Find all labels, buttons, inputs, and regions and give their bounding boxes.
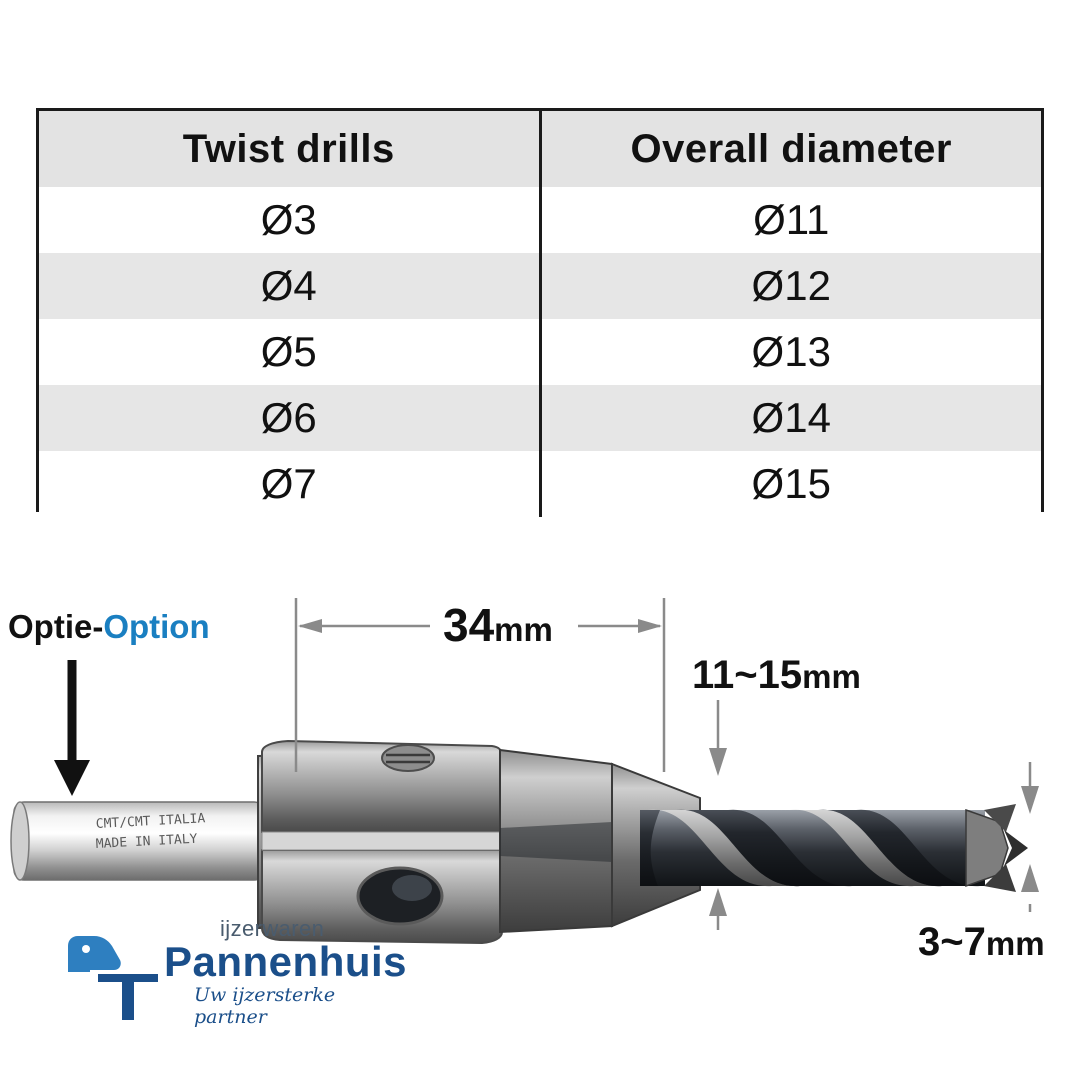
table-row xyxy=(39,187,1041,253)
cell-twist-drill: Ø6 xyxy=(39,385,540,451)
table-row xyxy=(39,385,1041,451)
cell-overall-diameter: Ø15 xyxy=(751,460,831,507)
twist-drill-body xyxy=(640,804,1028,892)
pannenhuis-house-icon xyxy=(56,916,166,1020)
dimension-length-unit: mm xyxy=(494,611,553,648)
table-row xyxy=(39,451,1041,517)
dimension-head-diameter-value: 11~15 xyxy=(692,653,803,697)
cell-overall-diameter: Ø13 xyxy=(751,328,831,375)
svg-text:CMT/CMT ITALIA: CMT/CMT ITALIA xyxy=(95,811,206,832)
cell-overall-diameter: Ø12 xyxy=(751,262,831,309)
dimension-drill-diameter-unit: mm xyxy=(985,925,1045,962)
spec-table-container xyxy=(36,108,1044,512)
cell-overall-diameter: Ø14 xyxy=(751,394,831,441)
cell-twist-drill: Ø3 xyxy=(39,187,540,253)
dimension-head-diameter xyxy=(692,653,861,698)
dimension-head-diameter-unit: mm xyxy=(802,658,861,695)
spec-table xyxy=(39,111,1041,517)
logo-tagline: Uw ijzersterke partner xyxy=(194,984,336,1028)
table-row xyxy=(39,253,1041,319)
dimension-drill-diameter xyxy=(918,920,1045,965)
logo xyxy=(56,916,408,1028)
dimension-length-value: 34 xyxy=(443,599,495,651)
spec-table-head xyxy=(39,111,1041,187)
cell-twist-drill: Ø7 xyxy=(39,451,540,517)
spec-table-body xyxy=(39,187,1041,517)
drill-shank xyxy=(11,802,264,880)
option-label xyxy=(8,608,210,646)
option-label-nl: Optie- xyxy=(8,608,104,645)
cell-overall-diameter: Ø11 xyxy=(753,196,830,243)
cell-twist-drill: Ø4 xyxy=(39,253,540,319)
dimension-length xyxy=(443,598,553,652)
table-row xyxy=(39,319,1041,385)
countersink-collar xyxy=(258,741,700,943)
dimension-drill-diameter-value: 3~7 xyxy=(918,920,986,964)
column-header-overall-diameter: Overall diameter xyxy=(630,126,952,171)
logo-category: ijzerwaren xyxy=(220,916,325,941)
svg-text:MADE IN ITALY: MADE IN ITALY xyxy=(95,831,198,852)
column-header-twist-drills: Twist drills xyxy=(39,111,540,187)
cell-twist-drill: Ø5 xyxy=(39,319,540,385)
option-label-en: Option xyxy=(103,608,210,645)
logo-brand: Pannenhuis xyxy=(164,938,408,985)
table-header-row xyxy=(39,111,1041,187)
